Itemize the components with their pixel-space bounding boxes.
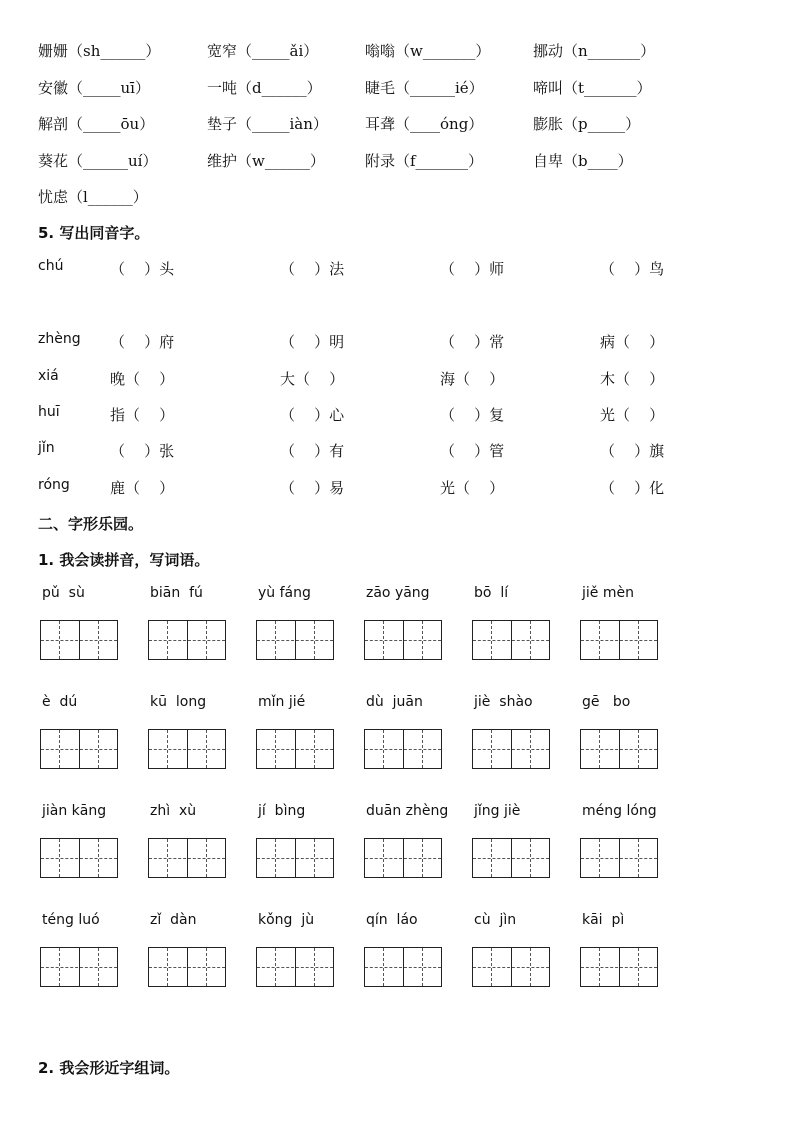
writing-grid[interactable] xyxy=(580,729,658,769)
writing-grid[interactable] xyxy=(256,947,334,987)
homophone-blank[interactable]: 光（ ） xyxy=(600,406,665,424)
pinyin-fill-item: 一吨（d______） xyxy=(207,79,322,97)
pinyin-fill-item: 附录（f_______） xyxy=(365,152,484,170)
homophone-blank[interactable]: 指（ ） xyxy=(110,406,175,424)
pinyin-prompt: pǔ sù xyxy=(42,585,85,601)
pinyin-prompt: zǐ dàn xyxy=(150,912,197,928)
grid-line xyxy=(581,640,657,641)
pinyin-fill-item: 姗姗（sh______） xyxy=(38,42,161,60)
pinyin-fill-item: 嗡嗡（w_______） xyxy=(365,42,491,60)
grid-line xyxy=(365,749,441,750)
pinyin-fill-item: 葵花（______uí） xyxy=(38,152,158,170)
homophone-blank[interactable]: （ ）常 xyxy=(440,333,505,351)
pinyin-prompt: cù jìn xyxy=(474,912,517,928)
writing-grid[interactable] xyxy=(256,620,334,660)
writing-grid[interactable] xyxy=(364,947,442,987)
grid-line xyxy=(581,967,657,968)
writing-grid[interactable] xyxy=(472,620,550,660)
writing-grid[interactable] xyxy=(364,838,442,878)
homophone-blank[interactable]: （ ）心 xyxy=(280,406,345,424)
homophone-blank[interactable]: 大（ ） xyxy=(280,370,345,388)
question-5-title: 5. 写出同音字。 xyxy=(38,224,150,242)
grid-line xyxy=(473,640,549,641)
question-2-title: 2. 我会形近字组词。 xyxy=(38,1059,180,1077)
pinyin-prompt: è dú xyxy=(42,694,78,710)
pinyin-fill-item: 膨胀（p_____） xyxy=(533,115,641,133)
writing-grid[interactable] xyxy=(580,838,658,878)
pinyin-prompt: kǒng jù xyxy=(258,912,315,928)
question-1-title: 1. 我会读拼音，写词语。 xyxy=(38,551,210,569)
homophone-blank[interactable]: （ ）张 xyxy=(110,442,175,460)
writing-grid[interactable] xyxy=(472,947,550,987)
homophone-pinyin: huī xyxy=(38,404,60,420)
grid-line xyxy=(581,858,657,859)
pinyin-fill-item: 宽窄（_____ǎi） xyxy=(207,42,319,60)
grid-line xyxy=(257,967,333,968)
homophone-blank[interactable]: （ ）有 xyxy=(280,442,345,460)
grid-line xyxy=(257,858,333,859)
writing-grid[interactable] xyxy=(364,620,442,660)
pinyin-fill-item: 维护（w______） xyxy=(207,152,325,170)
writing-grid[interactable] xyxy=(148,947,226,987)
homophone-blank[interactable]: 鹿（ ） xyxy=(110,479,175,497)
writing-grid[interactable] xyxy=(580,947,658,987)
pinyin-prompt: jí bìng xyxy=(258,803,306,819)
writing-grid[interactable] xyxy=(148,838,226,878)
homophone-blank[interactable]: （ ）明 xyxy=(280,333,345,351)
writing-grid[interactable] xyxy=(40,838,118,878)
pinyin-prompt: biān fú xyxy=(150,585,203,601)
pinyin-prompt: téng luó xyxy=(42,912,100,928)
pinyin-prompt: jiàn kāng xyxy=(42,803,107,819)
homophone-pinyin: róng xyxy=(38,477,70,493)
homophone-blank[interactable]: （ ）头 xyxy=(110,260,175,278)
writing-grid[interactable] xyxy=(40,729,118,769)
grid-line xyxy=(473,749,549,750)
pinyin-prompt: zāo yāng xyxy=(366,585,430,601)
writing-grid[interactable] xyxy=(256,729,334,769)
homophone-blank[interactable]: （ ）化 xyxy=(600,479,665,497)
pinyin-prompt: jiě mèn xyxy=(582,585,634,601)
pinyin-fill-item: 啼叫（t_______） xyxy=(533,79,652,97)
pinyin-fill-item: 忧虑（l______） xyxy=(38,188,148,206)
homophone-blank[interactable]: （ ）旗 xyxy=(600,442,665,460)
homophone-pinyin: zhèng xyxy=(38,331,81,347)
pinyin-prompt: yù fáng xyxy=(258,585,311,601)
pinyin-prompt: jǐng jiè xyxy=(474,803,521,819)
homophone-blank[interactable]: （ ）管 xyxy=(440,442,505,460)
homophone-blank[interactable]: （ ）府 xyxy=(110,333,175,351)
homophone-pinyin: jǐn xyxy=(38,440,55,456)
grid-line xyxy=(365,858,441,859)
homophone-pinyin: xiá xyxy=(38,368,59,384)
writing-grid[interactable] xyxy=(472,729,550,769)
grid-line xyxy=(41,967,117,968)
grid-line xyxy=(365,640,441,641)
homophone-blank[interactable]: 光（ ） xyxy=(440,479,505,497)
writing-grid[interactable] xyxy=(256,838,334,878)
grid-line xyxy=(149,967,225,968)
pinyin-fill-item: 解剖（_____ōu） xyxy=(38,115,155,133)
homophone-blank[interactable]: （ ）复 xyxy=(440,406,505,424)
pinyin-fill-item: 耳聋（____óng） xyxy=(365,115,484,133)
pinyin-prompt: gē bo xyxy=(582,694,631,710)
pinyin-prompt: kū long xyxy=(150,694,207,710)
pinyin-prompt: kāi pì xyxy=(582,912,625,928)
grid-line xyxy=(257,640,333,641)
pinyin-fill-item: 自卑（b____） xyxy=(533,152,633,170)
homophone-blank[interactable]: （ ）法 xyxy=(280,260,345,278)
grid-line xyxy=(149,749,225,750)
pinyin-prompt: zhì xù xyxy=(150,803,197,819)
pinyin-fill-item: 挪动（n_______） xyxy=(533,42,656,60)
homophone-blank[interactable]: （ ）鸟 xyxy=(600,260,665,278)
homophone-blank[interactable]: 海（ ） xyxy=(440,370,505,388)
homophone-blank[interactable]: （ ）师 xyxy=(440,260,505,278)
section-2-title: 二、字形乐园。 xyxy=(38,515,144,533)
writing-grid[interactable] xyxy=(40,620,118,660)
homophone-pinyin: chú xyxy=(38,258,64,274)
grid-line xyxy=(473,967,549,968)
grid-line xyxy=(365,967,441,968)
pinyin-fill-item: 睫毛（______ié） xyxy=(365,79,484,97)
pinyin-fill-item: 安徽（_____uī） xyxy=(38,79,150,97)
pinyin-prompt: mǐn jié xyxy=(258,694,306,710)
grid-line xyxy=(581,749,657,750)
writing-grid[interactable] xyxy=(364,729,442,769)
grid-line xyxy=(149,640,225,641)
grid-line xyxy=(41,640,117,641)
writing-grid[interactable] xyxy=(472,838,550,878)
grid-line xyxy=(41,749,117,750)
homophone-blank[interactable]: （ ）易 xyxy=(280,479,345,497)
homophone-blank[interactable]: 木（ ） xyxy=(600,370,665,388)
pinyin-prompt: bō lí xyxy=(474,585,509,601)
pinyin-prompt: jiè shào xyxy=(474,694,533,710)
writing-grid[interactable] xyxy=(148,729,226,769)
grid-line xyxy=(473,858,549,859)
writing-grid[interactable] xyxy=(148,620,226,660)
homophone-blank[interactable]: 晚（ ） xyxy=(110,370,175,388)
pinyin-fill-item: 垫子（_____iàn） xyxy=(207,115,328,133)
writing-grid[interactable] xyxy=(580,620,658,660)
grid-line xyxy=(257,749,333,750)
grid-line xyxy=(149,858,225,859)
pinyin-prompt: qín láo xyxy=(366,912,418,928)
grid-line xyxy=(41,858,117,859)
pinyin-prompt: méng lóng xyxy=(582,803,657,819)
homophone-blank[interactable]: 病（ ） xyxy=(600,333,665,351)
pinyin-prompt: dù juān xyxy=(366,694,423,710)
pinyin-prompt: duān zhèng xyxy=(366,803,449,819)
writing-grid[interactable] xyxy=(40,947,118,987)
